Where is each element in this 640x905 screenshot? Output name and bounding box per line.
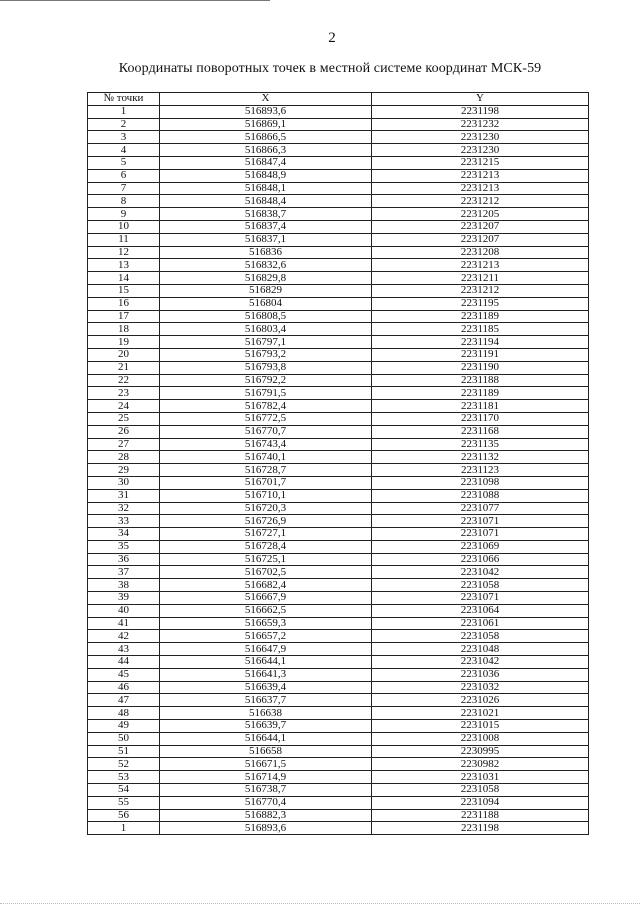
cell-y: 2231077 [372,502,589,515]
cell-x: 516893,6 [160,822,372,835]
cell-x: 516682,4 [160,579,372,592]
cell-x: 516638 [160,707,372,720]
cell-y: 2231212 [372,284,589,297]
cell-point-number: 30 [88,476,160,489]
table-row [88,694,589,707]
table-row [88,169,589,182]
cell-x: 516847,4 [160,156,372,169]
cell-point-number: 43 [88,643,160,656]
cell-y: 2231071 [372,515,589,528]
cell-y: 2231042 [372,566,589,579]
cell-point-number: 44 [88,656,160,669]
cell-x: 516848,4 [160,195,372,208]
cell-point-number: 1 [88,822,160,835]
cell-point-number: 31 [88,489,160,502]
cell-point-number: 3 [88,131,160,144]
table-row [88,630,589,643]
cell-point-number: 25 [88,412,160,425]
cell-y: 2230982 [372,758,589,771]
table-row [88,464,589,477]
cell-y: 2231042 [372,656,589,669]
cell-y: 2231189 [372,310,589,323]
table-row [88,579,589,592]
cell-y: 2231032 [372,681,589,694]
cell-y: 2231195 [372,297,589,310]
cell-y: 2231213 [372,259,589,272]
cell-y: 2231031 [372,771,589,784]
cell-x: 516808,5 [160,310,372,323]
table-row [88,617,589,630]
table-row [88,272,589,285]
cell-x: 516836 [160,246,372,259]
cell-x: 516727,1 [160,528,372,541]
cell-point-number: 2 [88,118,160,131]
cell-y: 2231181 [372,400,589,413]
table-row [88,144,589,157]
cell-x: 516639,4 [160,681,372,694]
cell-y: 2231168 [372,425,589,438]
cell-y: 2231208 [372,246,589,259]
cell-point-number: 28 [88,451,160,464]
table-row [88,246,589,259]
cell-x: 516726,9 [160,515,372,528]
table-row [88,361,589,374]
cell-y: 2231008 [372,732,589,745]
cell-point-number: 11 [88,233,160,246]
cell-point-number: 9 [88,208,160,221]
cell-y: 2231021 [372,707,589,720]
cell-point-number: 8 [88,195,160,208]
cell-x: 516641,3 [160,668,372,681]
cell-x: 516829,8 [160,272,372,285]
cell-x: 516644,1 [160,656,372,669]
cell-x: 516869,1 [160,118,372,131]
cell-y: 2231194 [372,336,589,349]
table-row [88,259,589,272]
cell-y: 2231189 [372,387,589,400]
cell-point-number: 10 [88,220,160,233]
table-row [88,105,589,118]
cell-x: 516657,2 [160,630,372,643]
cell-y: 2231207 [372,233,589,246]
cell-y: 2230995 [372,745,589,758]
cell-x: 516720,3 [160,502,372,515]
table-row [88,195,589,208]
table-row [88,553,589,566]
cell-y: 2231048 [372,643,589,656]
cell-x: 516644,1 [160,732,372,745]
cell-point-number: 16 [88,297,160,310]
cell-point-number: 23 [88,387,160,400]
table-row [88,758,589,771]
cell-y: 2231015 [372,720,589,733]
cell-point-number: 34 [88,528,160,541]
cell-x: 516866,5 [160,131,372,144]
cell-y: 2231061 [372,617,589,630]
table-row [88,643,589,656]
cell-point-number: 37 [88,566,160,579]
table-row [88,118,589,131]
cell-y: 2231132 [372,451,589,464]
cell-point-number: 32 [88,502,160,515]
cell-point-number: 42 [88,630,160,643]
cell-x: 516793,8 [160,361,372,374]
table-row [88,310,589,323]
table-row [88,771,589,784]
table-row [88,233,589,246]
cell-y: 2231098 [372,476,589,489]
cell-point-number: 15 [88,284,160,297]
cell-x: 516837,4 [160,220,372,233]
cell-x: 516738,7 [160,784,372,797]
cell-point-number: 48 [88,707,160,720]
cell-point-number: 7 [88,182,160,195]
cell-y: 2231123 [372,464,589,477]
cell-y: 2231069 [372,540,589,553]
cell-x: 516710,1 [160,489,372,502]
cell-point-number: 24 [88,400,160,413]
cell-x: 516658 [160,745,372,758]
cell-point-number: 12 [88,246,160,259]
table-row [88,425,589,438]
cell-point-number: 18 [88,323,160,336]
cell-x: 516740,1 [160,451,372,464]
cell-y: 2231071 [372,592,589,605]
cell-point-number: 26 [88,425,160,438]
cell-point-number: 19 [88,336,160,349]
cell-y: 2231232 [372,118,589,131]
table-row [88,182,589,195]
cell-x: 516882,3 [160,809,372,822]
table-row [88,451,589,464]
table-row [88,668,589,681]
cell-point-number: 27 [88,438,160,451]
table-row [88,336,589,349]
cell-point-number: 54 [88,784,160,797]
cell-point-number: 21 [88,361,160,374]
cell-point-number: 53 [88,771,160,784]
cell-x: 516701,7 [160,476,372,489]
cell-y: 2231188 [372,809,589,822]
cell-x: 516725,1 [160,553,372,566]
cell-point-number: 1 [88,105,160,118]
cell-y: 2231094 [372,796,589,809]
cell-x: 516848,9 [160,169,372,182]
cell-y: 2231213 [372,182,589,195]
cell-point-number: 33 [88,515,160,528]
coordinates-table [87,92,589,835]
cell-x: 516714,9 [160,771,372,784]
cell-point-number: 13 [88,259,160,272]
cell-point-number: 17 [88,310,160,323]
cell-x: 516702,5 [160,566,372,579]
cell-x: 516829 [160,284,372,297]
table-row [88,220,589,233]
header-y: Y [372,93,589,106]
table-row [88,822,589,835]
cell-point-number: 20 [88,348,160,361]
table-row [88,502,589,515]
table-row [88,131,589,144]
table-row [88,592,589,605]
cell-y: 2231191 [372,348,589,361]
cell-x: 516662,5 [160,604,372,617]
table-row [88,720,589,733]
cell-point-number: 38 [88,579,160,592]
cell-point-number: 6 [88,169,160,182]
table-row [88,656,589,669]
header-point-number: № точки [88,93,160,106]
table-row [88,566,589,579]
cell-point-number: 55 [88,796,160,809]
cell-x: 516659,3 [160,617,372,630]
table-header-row [88,93,589,106]
cell-x: 516728,4 [160,540,372,553]
cell-x: 516728,7 [160,464,372,477]
cell-y: 2231036 [372,668,589,681]
cell-point-number: 52 [88,758,160,771]
cell-point-number: 46 [88,681,160,694]
table-row [88,476,589,489]
table-row [88,208,589,221]
cell-y: 2231088 [372,489,589,502]
cell-point-number: 5 [88,156,160,169]
table-row [88,809,589,822]
cell-x: 516637,7 [160,694,372,707]
cell-y: 2231213 [372,169,589,182]
table-row [88,348,589,361]
cell-y: 2231215 [372,156,589,169]
page-number: 2 [328,30,336,46]
cell-x: 516838,7 [160,208,372,221]
cell-y: 2231188 [372,374,589,387]
cell-point-number: 50 [88,732,160,745]
cell-y: 2231135 [372,438,589,451]
table-row [88,540,589,553]
table-row [88,412,589,425]
table-row [88,489,589,502]
table-row [88,156,589,169]
table-body [88,105,589,834]
cell-y: 2231026 [372,694,589,707]
cell-y: 2231066 [372,553,589,566]
cell-point-number: 47 [88,694,160,707]
cell-y: 2231058 [372,630,589,643]
cell-x: 516770,4 [160,796,372,809]
table-row [88,681,589,694]
table-row [88,528,589,541]
table-row [88,438,589,451]
cell-point-number: 39 [88,592,160,605]
cell-x: 516772,5 [160,412,372,425]
cell-point-number: 41 [88,617,160,630]
cell-y: 2231198 [372,822,589,835]
cell-x: 516893,6 [160,105,372,118]
table-row [88,323,589,336]
table-row [88,374,589,387]
top-divider [0,0,270,1]
table-row [88,604,589,617]
table-row [88,400,589,413]
cell-x: 516848,1 [160,182,372,195]
cell-x: 516832,6 [160,259,372,272]
cell-x: 516743,4 [160,438,372,451]
cell-point-number: 51 [88,745,160,758]
cell-y: 2231058 [372,784,589,797]
cell-x: 516792,2 [160,374,372,387]
table-row [88,284,589,297]
table-row [88,796,589,809]
cell-y: 2231230 [372,131,589,144]
cell-point-number: 14 [88,272,160,285]
cell-y: 2231071 [372,528,589,541]
cell-y: 2231170 [372,412,589,425]
cell-point-number: 29 [88,464,160,477]
cell-x: 516791,5 [160,387,372,400]
cell-point-number: 45 [88,668,160,681]
cell-y: 2231205 [372,208,589,221]
cell-y: 2231064 [372,604,589,617]
table-row [88,387,589,400]
bottom-divider [0,903,640,904]
cell-x: 516770,7 [160,425,372,438]
cell-y: 2231212 [372,195,589,208]
table-row [88,732,589,745]
cell-x: 516866,3 [160,144,372,157]
cell-y: 2231230 [372,144,589,157]
header-x: X [160,93,372,106]
table-row [88,784,589,797]
cell-y: 2231198 [372,105,589,118]
cell-x: 516671,5 [160,758,372,771]
cell-point-number: 40 [88,604,160,617]
cell-x: 516837,1 [160,233,372,246]
cell-y: 2231211 [372,272,589,285]
cell-y: 2231185 [372,323,589,336]
cell-point-number: 4 [88,144,160,157]
table-row [88,515,589,528]
cell-x: 516647,9 [160,643,372,656]
cell-point-number: 56 [88,809,160,822]
cell-x: 516797,1 [160,336,372,349]
table-row [88,297,589,310]
cell-x: 516639,7 [160,720,372,733]
cell-x: 516803,4 [160,323,372,336]
cell-x: 516667,9 [160,592,372,605]
cell-point-number: 49 [88,720,160,733]
cell-y: 2231207 [372,220,589,233]
cell-point-number: 36 [88,553,160,566]
table-row [88,745,589,758]
cell-x: 516793,2 [160,348,372,361]
cell-point-number: 22 [88,374,160,387]
cell-point-number: 35 [88,540,160,553]
cell-x: 516782,4 [160,400,372,413]
page-title: Координаты поворотных точек в местной системе координат МСК-59 [118,61,542,76]
cell-x: 516804 [160,297,372,310]
table-row [88,707,589,720]
cell-y: 2231190 [372,361,589,374]
cell-y: 2231058 [372,579,589,592]
